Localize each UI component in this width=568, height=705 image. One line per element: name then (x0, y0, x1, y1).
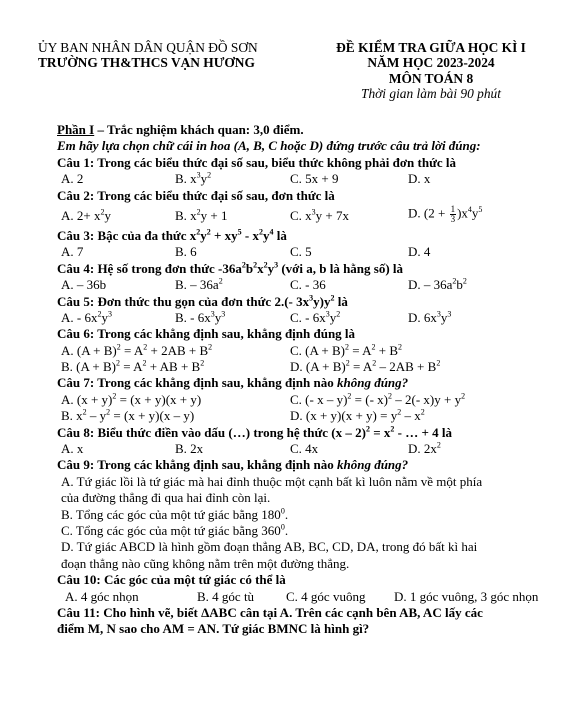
header-left (38, 40, 308, 71)
q1-options (57, 172, 557, 188)
q5-stem: Câu 5: Đơn thức thu gọn của đơn thức 2.(- $3x^3y)y^2$ là (57, 293, 348, 309)
q9-option-a-line1: A. Tứ giác lồi là tứ giác mà hai đỉnh thuộc một cạnh bất kì luôn nằm về một phía (61, 473, 483, 489)
school-year: NĂM HỌC 2023-2024 (367, 55, 495, 71)
q1-option-c: C. 5x + 9 (290, 171, 339, 187)
q2-options (57, 205, 557, 227)
q10-options (57, 590, 557, 606)
q4-stem: Câu 4: Hệ số trong đơn thức $-36a^2b^2x^2y^3$ (với a, b là hằng số) là (57, 260, 404, 276)
q8-option-a: A. x (61, 441, 84, 457)
district-name: ỦY BAN NHÂN DÂN QUẬN ĐỒ SƠN (38, 40, 258, 55)
q3-option-a: A. 7 (61, 244, 84, 260)
q5-option-b: B. - $6x^3y^3$ (175, 309, 226, 325)
part1-title: Phần I (57, 122, 95, 137)
header-right (300, 40, 562, 102)
q9-option-a-line2: của đường thẳng đi qua hai đỉnh còn lại. (61, 490, 271, 506)
q2-option-d: D. (2 + $\frac{1}{3}$ )$x^4y^5$ (408, 203, 483, 224)
q6-options-row1 (57, 344, 557, 360)
q2-option-c: C. $x^3y + 7x$ (290, 207, 350, 223)
q7-stem: Câu 7: Trong các khẳng định sau, khẳng định nào không đúng? (57, 375, 409, 391)
q8-option-c: C. 4x (290, 441, 319, 457)
q1-option-b: B. $x^3y^2$ (175, 170, 212, 187)
q11-stem-line1: Câu 11: Cho hình vẽ, biết ΔABC cân tại A. Trên các cạnh bên AB, AC lấy các (57, 604, 483, 620)
q8-stem: Câu 8: Biểu thức điền vào dấu (…) trong hệ thức $(x - 2)^2 = x^2$ - … + 4 là (57, 424, 452, 440)
q5-option-c: C. - $6x^3y^2$ (290, 309, 341, 325)
q9-option-d-line1: D. Tứ giác ABCD là hình gồm đoạn thẳng AB, BC, CD, DA, trong đó bất kì hai (61, 539, 478, 555)
q9-option-d-line2: đoạn thẳng nào cũng không nằm trên một đường thẳng. (61, 555, 350, 571)
q7-option-b: B. $x^2 - y^2 = (x + y)(x - y)$ (61, 407, 195, 424)
q6-option-a: A. $(A + B)^2 = A^2 + 2AB + B^2$ (61, 342, 213, 358)
q7-options-row1 (57, 393, 557, 409)
q9-option-c: C. Tổng các góc của một tứ giác bằng $360^0$. (61, 522, 289, 538)
exam-title: ĐỀ KIỂM TRA GIỮA HỌC KÌ I (336, 40, 526, 55)
subject: MÔN TOÁN 8 (388, 70, 474, 86)
q6-options-row2 (57, 360, 557, 376)
q6-option-c: C. $(A + B)^2 = A^2 + B^2$ (290, 342, 403, 358)
school-name: TRƯỜNG TH&THCS VẠN HƯƠNG (38, 55, 255, 71)
q10-stem: Câu 10: Các góc của một tứ giác có thể là (57, 572, 286, 588)
q8-options (57, 442, 557, 458)
q4-option-c: C. - 36 (290, 277, 326, 293)
q5-option-a: A. - $6x^2y^3$ (61, 309, 112, 325)
exam-content (57, 123, 557, 639)
q10-option-c: C. 4 góc vuông (286, 588, 366, 604)
q5-option-d: D. $6x^3y^3$ (408, 309, 452, 325)
q3-stem: Câu 3: Bậc của đa thức $x^2y^2 + xy^5 - x^2y^4$ là (57, 227, 287, 243)
q4-options (57, 278, 557, 294)
q9-stem: Câu 9: Trong các khẳng định sau, khẳng định nào không đúng? (57, 457, 409, 473)
part1-title-rest: – Trắc nghiệm khách quan: 3,0 điểm. (94, 122, 304, 137)
q1-stem: Câu 1: Trong các biểu thức đại số sau, biểu thức không phải đơn thức là (57, 154, 457, 170)
q8-option-b: B. 2x (175, 441, 204, 457)
q3-options (57, 245, 557, 261)
q10-option-a: A. 4 góc nhọn (65, 588, 139, 604)
q6-option-b: B. $(A + B)^2 = A^2$ + AB + $B^2$ (61, 358, 205, 375)
q3-option-d: D. 4 (408, 244, 431, 260)
q10-option-d: D. 1 góc vuông, 3 góc nhọn (394, 588, 539, 604)
part1-heading (57, 123, 557, 139)
q7-option-d: D. $(x + y)(x + y) = y^2 - x^2$ (290, 407, 425, 424)
q7-option-c: C. (- x – y)$^2$ = (- x)$^2$ – 2(- $x)y + y^2$ (290, 391, 466, 407)
q5-options (57, 311, 557, 327)
q6-stem: Câu 6: Trong các khẳng định sau, khẳng định đúng là (57, 326, 356, 342)
time-allowed: Thời gian làm bài 90 phút (361, 86, 501, 102)
q2-stem: Câu 2: Trong các biểu thức đại số sau, đơn thức là (57, 187, 335, 203)
q2-option-a: A. $2+ x^2y$ (61, 207, 111, 223)
q7-options-row2 (57, 409, 557, 425)
part1-instruction: Em hãy lựa chọn chữ cái in hoa (A, B, C hoặc D) đứng trước câu trả lời đúng: (57, 138, 481, 154)
q11-stem-line2: điểm M, N sao cho AM = AN. Tứ giác BMNC là hình gì? (57, 621, 370, 637)
q2-option-b: B. $x^2y + 1$ (175, 207, 228, 223)
q3-option-b: B. 6 (175, 244, 197, 260)
q6-option-d: D. $(A + B)^2 = A^2 - 2AB + B^2$ (290, 358, 441, 375)
q10-option-b: B. 4 góc tù (197, 588, 255, 604)
q3-option-c: C. 5 (290, 244, 312, 260)
q7-option-a: A. $(x + y)^2 = (x + y)(x + y)$ (61, 391, 202, 407)
q8-option-d: D. $2x^2$ (408, 440, 441, 457)
q9-option-b: B. Tổng các góc của một tứ giác bằng $180^0$. (61, 506, 289, 522)
q1-option-a: A. 2 (61, 171, 84, 187)
q4-option-d: D. – $36a^2b^2$ (408, 276, 467, 293)
fraction-one-third: $\frac{1}{3}$ (450, 203, 456, 224)
q4-option-b: B. – $36a^2$ (175, 276, 223, 293)
q1-option-d: D. x (408, 171, 431, 187)
q4-option-a: A. – 36b (61, 277, 107, 293)
